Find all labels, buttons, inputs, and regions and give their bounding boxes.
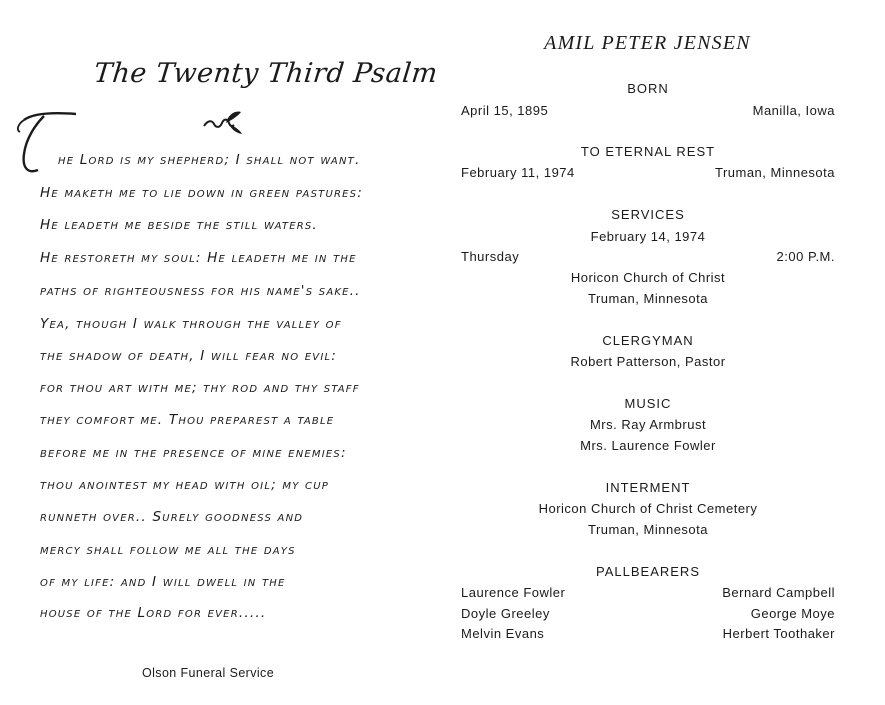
services-place: Truman, Minnesota [587, 291, 708, 306]
psalm-line: they comfort me. Thou preparest a table [40, 412, 335, 428]
pallbearer-name: Melvin Evans [461, 626, 545, 641]
pallbearer-name: Laurence Fowler [461, 585, 566, 600]
music-name: Mrs. Laurence Fowler [580, 438, 716, 453]
svg-text:T: T [20, 150, 21, 151]
pallbearer-name: Bernard Campbell [722, 585, 835, 600]
flourish-ornament-icon [198, 108, 248, 136]
psalm-line: He restoreth my soul: He leadeth me in the [40, 250, 357, 266]
music-heading: MUSIC [624, 396, 672, 411]
death-date: February 11, 1974 [461, 165, 575, 180]
psalm-line: runneth over.. Surely goodness and [40, 509, 304, 525]
services-time: 2:00 P.M. [776, 249, 835, 264]
psalm-title: The Twenty Third Psalm [92, 58, 440, 89]
psalm-line: Yea, though I walk through the valley of [40, 316, 342, 332]
psalm-line: house of the Lord for ever..... [40, 605, 267, 621]
psalm-line: thou anointest my head with oil; my cup [40, 477, 329, 493]
psalm-line: of my life: and I will dwell in the [40, 574, 286, 590]
pallbearer-name: Doyle Greeley [461, 606, 550, 621]
psalm-line: He leadeth me beside the still waters. [40, 217, 318, 233]
psalm-line: paths of righteousness for his name's sake.. [40, 283, 361, 299]
interment-heading: INTERMENT [605, 480, 691, 495]
deceased-name: AMIL PETER JENSEN [544, 32, 751, 54]
pallbearer-name: Herbert Toothaker [722, 626, 835, 641]
funeral-home-name: Olson Funeral Service [142, 666, 275, 680]
services-heading: SERVICES [611, 207, 685, 222]
clergyman-name: Robert Patterson, Pastor [570, 354, 726, 369]
psalm-line: the shadow of death, I will fear no evil: [40, 348, 338, 364]
born-place: Manilla, Iowa [752, 103, 835, 118]
services-church: Horicon Church of Christ [570, 270, 726, 285]
clergyman-heading: CLERGYMAN [602, 333, 694, 348]
services-day: Thursday [461, 249, 520, 264]
born-heading: BORN [627, 81, 669, 96]
psalm-line: mercy shall follow me all the days [40, 542, 296, 558]
pallbearer-name: George Moye [750, 606, 835, 621]
music-name: Mrs. Ray Armbrust [589, 417, 707, 432]
interment-cemetery: Horicon Church of Christ Cemetery [538, 501, 758, 516]
pallbearers-heading: PALLBEARERS [596, 564, 700, 579]
death-place: Truman, Minnesota [714, 165, 835, 180]
psalm-line: before me in the presence of mine enemies: [40, 445, 347, 461]
psalm-line: he Lord is my shepherd; I shall not want. [58, 152, 361, 168]
services-date: February 14, 1974 [590, 229, 706, 244]
psalm-line: for thou art with me; thy rod and thy staff [40, 380, 360, 396]
psalm-line: He maketh me to lie down in green pastures: [40, 185, 363, 201]
interment-place: Truman, Minnesota [587, 522, 708, 537]
born-date: April 15, 1895 [461, 103, 549, 118]
eternal-rest-heading: TO ETERNAL REST [580, 144, 716, 159]
